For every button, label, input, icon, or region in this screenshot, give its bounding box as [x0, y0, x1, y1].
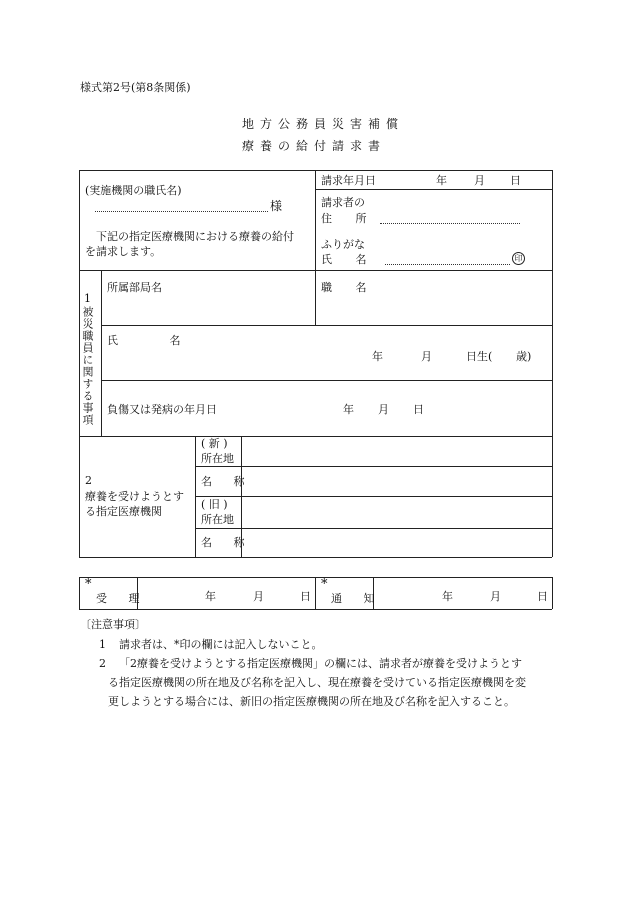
received-asterisk: * — [85, 577, 92, 592]
request-text-line2: を請求します。 — [85, 245, 162, 258]
addressee-label: (実施機関の職氏名) — [85, 184, 182, 197]
request-date-label: 請求年月日 — [321, 174, 376, 187]
old-name-label: 名 称 — [201, 536, 254, 549]
claimant-name-field[interactable] — [385, 264, 510, 265]
note2-line1: 「2療養を受けようとする指定医療機関」の欄には、請求者が療養を受けようとす — [119, 657, 522, 670]
request-text-line1: 下記の指定医療機関における療養の給付 — [96, 230, 294, 243]
new-label: ( 新 ) — [201, 437, 228, 450]
injury-date-label: 負傷又は発病の年月日 — [107, 403, 217, 416]
notice-day: 日 — [537, 590, 548, 603]
note1-number: 1 — [99, 638, 106, 651]
position-label: 職 名 — [321, 281, 377, 294]
title-line1: 地方公務員災害補償 — [242, 117, 405, 131]
new-name-label: 名 称 — [201, 475, 254, 488]
furigana-label: ふりがな — [321, 238, 365, 251]
injury-year: 年 — [343, 403, 354, 416]
note2-line3: 更しようとする場合には、新旧の指定医療機関の所在地及び名称を記入すること。 — [108, 695, 515, 708]
injury-month: 月 — [378, 403, 389, 416]
note1-text: 請求者は、*印の欄には記入しないこと。 — [119, 638, 323, 651]
section2-label-line1: 療養を受けようとす — [85, 490, 184, 503]
notice-label: 通 知 — [331, 592, 384, 605]
old-label: ( 旧 ) — [201, 498, 228, 511]
received-day: 日 — [300, 590, 311, 603]
title-line2: 療養の給付請求書 — [242, 139, 387, 153]
notice-year: 年 — [442, 590, 453, 603]
request-date-day: 日 — [510, 174, 521, 187]
birth-year: 年 — [372, 350, 383, 363]
notice-asterisk: * — [321, 577, 328, 592]
received-year: 年 — [205, 590, 216, 603]
sama-label: 様 — [270, 199, 283, 213]
received-month: 月 — [253, 590, 264, 603]
addressee-field[interactable] — [95, 211, 268, 212]
birth-day: 日生( — [466, 350, 493, 363]
age-label: 歳) — [516, 350, 532, 363]
injury-day: 日 — [413, 403, 424, 416]
claimant-name-label: 氏 名 — [321, 253, 377, 266]
note2-line2: る指定医療機関の所在地及び名称を記入し、現在療養を受けている指定医療機関を変 — [108, 676, 526, 689]
notice-month: 月 — [490, 590, 501, 603]
new-location-label: 所在地 — [201, 452, 234, 465]
address-field[interactable] — [380, 223, 520, 224]
request-date-year: 年 — [436, 174, 447, 187]
received-label: 受 理 — [96, 592, 149, 605]
request-date-month: 月 — [474, 174, 485, 187]
note2-number: 2 — [99, 657, 106, 670]
section2-number: 2 — [85, 474, 92, 487]
seal-mark: 印 — [512, 252, 525, 265]
address-label: 住 所 — [321, 212, 377, 225]
section2-label-line2: る指定医療機関 — [85, 505, 162, 518]
form-number: 様式第2号(第8条関係) — [80, 81, 191, 94]
claimant-label: 請求者の — [321, 196, 365, 209]
dept-label: 所属部局名 — [107, 281, 162, 294]
notes-heading: 〔注意事項〕 — [80, 618, 146, 631]
birth-month: 月 — [421, 350, 432, 363]
victim-name-label: 氏 名 — [107, 334, 205, 347]
old-location-label: 所在地 — [201, 513, 234, 526]
section1-heading: 1被災職員に関する事項 — [81, 292, 94, 426]
